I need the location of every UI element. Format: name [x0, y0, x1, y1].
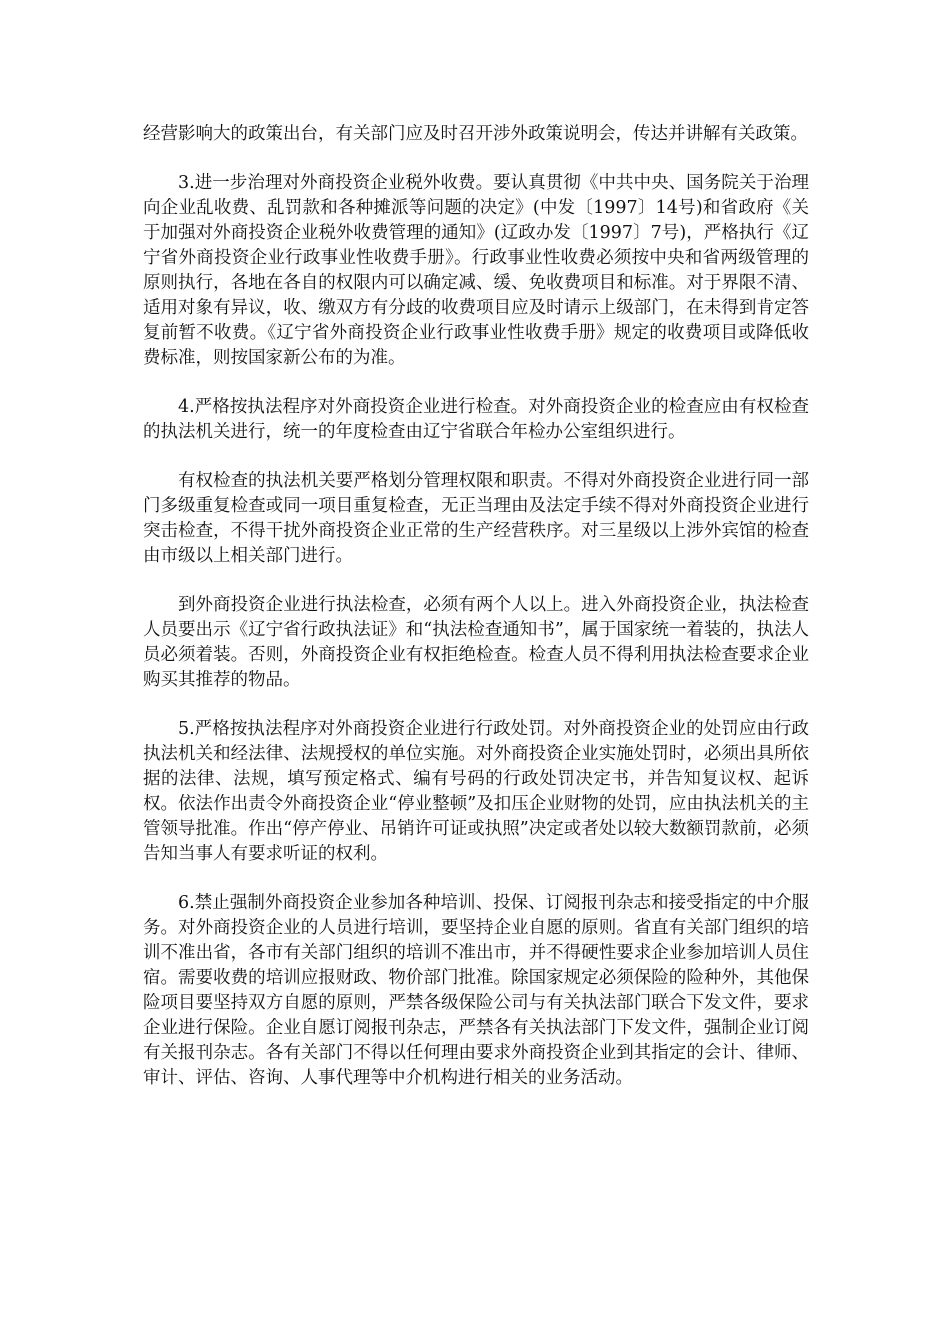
document-body [143, 122, 809, 1115]
paragraph-item-6: 6.禁止强制外商投资企业参加各种培训、投保、订阅报刊杂志和接受指定的中介服务。对外商投资企业的人员进行培训，要坚持企业自愿的原则。省直有关部门组织的培训不准出省，各市有关部门组织的培训不准出市，并不得硬性要求企业参加培训人员住宿。需要收费的培训应报财政、物价部门批准。除国家规定必须保险的险种外，其他保险项目要坚持双方自愿的原则，严禁各级保险公司与有关执法部门联合下发文件，要求企业进行保险。企业自愿订阅报刊杂志，严禁各有关执法部门下发文件，强制企业订阅有关报刊杂志。各有关部门不得以任何理由要求外商投资企业到其指定的会计、律师、审计、评估、咨询、人事代理等中介机构进行相关的业务活动。 [143, 893, 809, 1088]
paragraph-continuation: 经营影响大的政策出台，有关部门应及时召开涉外政策说明会，传达并讲解有关政策。 [143, 124, 808, 144]
paragraph-item-5: 5.严格按执法程序对外商投资企业进行行政处罚。对外商投资企业的处罚应由行政执法机关和经法律、法规授权的单位实施。对外商投资企业实施处罚时，必须出具所依据的法律、法规，填写预定格式、编有号码的行政处罚决定书，并告知复议权、起诉权。依法作出责令外商投资企业“停业整顿”及扣压企业财物的处罚，应由执法机关的主管领导批准。作出“停产停业、吊销许可证或执照”决定或者处以较大数额罚款前，必须告知当事人有要求听证的权利。 [143, 719, 809, 864]
paragraph-inspection-procedure: 到外商投资企业进行执法检查，必须有两个人以上。进入外商投资企业，执法检查人员要出示《辽宁省行政执法证》和“执法检查通知书”，属于国家统一着装的，执法人员必须着装。否则，外商投资企业有权拒绝检查。检查人员不得利用执法检查要求企业购买其推荐的物品。 [143, 595, 809, 690]
paragraph-item-4: 4.严格按执法程序对外商投资企业进行检查。对外商投资企业的检查应由有权检查的执法机关进行，统一的年度检查由辽宁省联合年检办公室组织进行。 [143, 397, 809, 442]
paragraph-item-3: 3.进一步治理对外商投资企业税外收费。要认真贯彻《中共中央、国务院关于治理向企业乱收费、乱罚款和各种摊派等问题的决定》(中发〔1997〕14号)和省政府《关于加强对外商投资企业税外收费管理的通知》(辽政办发〔1997〕7号)，严格执行《辽宁省外商投资企业行政事业性收费手册》。行政事业性收费必须按中央和省两级管理的原则执行，各地在各自的权限内可以确定减、缓、免收费项目和标准。对于界限不清、适用对象有异议，收、缴双方有分歧的收费项目应及时请示上级部门，在未得到肯定答复前暂不收费。《辽宁省外商投资企业行政事业性收费手册》规定的收费项目或降低收费标准，则按国家新公布的为准。 [143, 173, 809, 368]
paragraph-inspection-authority: 有权检查的执法机关要严格划分管理权限和职责。不得对外商投资企业进行同一部门多级重复检查或同一项目重复检查，无正当理由及法定手续不得对外商投资企业进行突击检查，不得干扰外商投资企业正常的生产经营秩序。对三星级以上涉外宾馆的检查由市级以上相关部门进行。 [143, 471, 809, 566]
